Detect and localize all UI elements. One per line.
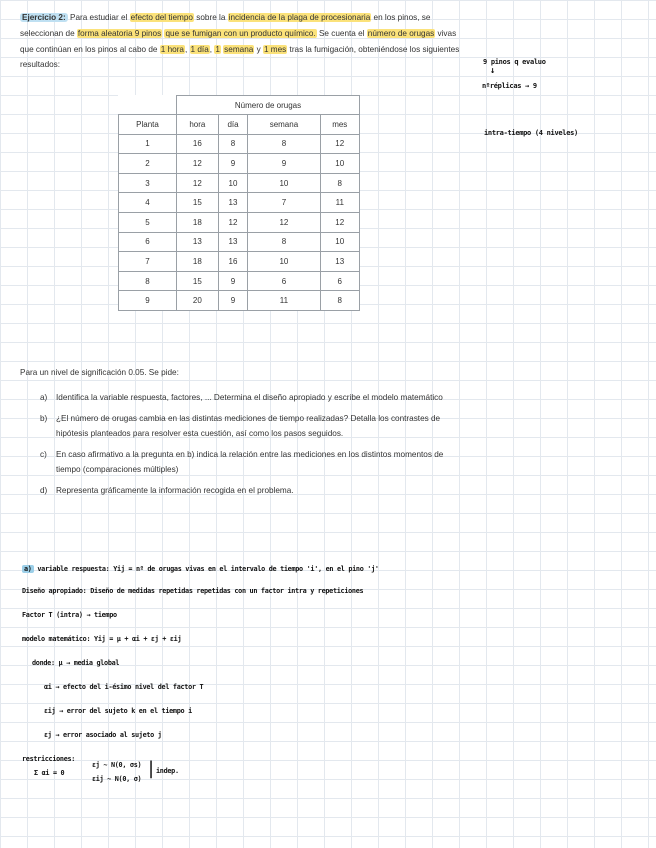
- table-cell: 12: [320, 134, 360, 154]
- answer-line: εij ~ N(0, σ): [92, 775, 142, 783]
- table-row: [119, 173, 360, 193]
- answer-line: Diseño apropiado: Diseño de medidas repetidas repetidas con un factor intra y repeticiones: [22, 587, 364, 595]
- exercise-statement: Ejercicio 2: Para estudiar el efecto del tiempo sobre la incidencia de la plaga de procesionaria en los pinos, se seleccionan de forma aleatoria 9 pinos que se fumigan con un producto químico. Se cuenta el número de orugas vivas que continúan en los pinos al cabo de 1 hora, 1 día, 1 semana y 1 mes tras la fumigación, obteniéndose los siguientes resultados:: [20, 13, 460, 70]
- side-note-intra: intra-tiempo (4 niveles): [484, 129, 578, 137]
- table-cell: 10: [320, 154, 360, 174]
- table-cell: 13: [320, 252, 360, 272]
- question-text: Identifica la variable respuesta, factores, ... Determina el diseño apropiado y escribe el modelo matemático: [56, 393, 443, 402]
- table-cell: 13: [177, 232, 219, 252]
- col-header: mes: [320, 115, 360, 135]
- answer-line: εj ~ N(0, σs): [92, 761, 142, 769]
- statement-text: sobre la: [196, 13, 226, 22]
- table-row: [119, 193, 360, 213]
- statement-text: vivas que continúan en los pinos al cabo de: [20, 28, 457, 54]
- table-cell: 9: [218, 291, 248, 311]
- table-cell: 12: [177, 154, 219, 174]
- highlight: forma aleatoria 9 pinos: [77, 28, 162, 38]
- table-cell: 16: [177, 134, 219, 154]
- table-group-header: Número de orugas: [177, 96, 360, 115]
- highlight: incidencia de la plaga de procesionaria: [228, 13, 371, 22]
- table-cell: 1: [119, 134, 177, 154]
- highlight: 1: [215, 44, 220, 54]
- table-cell: 12: [177, 173, 219, 193]
- table-cell: 6: [320, 271, 360, 291]
- question-text: Representa gráficamente la información recogida en el problema.: [56, 486, 294, 495]
- table-cell: 7: [119, 252, 177, 272]
- statement-text: Para estudiar el: [69, 13, 128, 22]
- col-header: hora: [177, 115, 219, 135]
- answer-line: restricciones:: [22, 755, 76, 763]
- table-cell: 8: [218, 134, 248, 154]
- highlight: 1 día: [190, 44, 209, 54]
- statement-text: Se cuenta el: [318, 28, 365, 38]
- statement-text: en los pinos, se seleccionan de: [20, 13, 431, 38]
- table-cell: 3: [119, 173, 177, 193]
- col-header: semana: [248, 115, 320, 135]
- table-cell: 13: [218, 232, 248, 252]
- table-cell: 12: [248, 213, 320, 233]
- list-item: [40, 390, 460, 405]
- table-corner-cell: [119, 96, 177, 115]
- brace-icon: |: [148, 758, 154, 779]
- table-cell: 7: [248, 193, 320, 213]
- highlight: 1 mes: [263, 44, 287, 54]
- data-table: [118, 95, 360, 311]
- answer-text: variable respuesta: Yij = nº de orugas vivas en el intervalo de tiempo 'i', en el pino 'j': [37, 565, 379, 573]
- table-row: [119, 252, 360, 272]
- table-cell: 8: [248, 232, 320, 252]
- table-row: [119, 213, 360, 233]
- questions-intro: Para un nivel de significación 0.05. Se pide:: [20, 368, 179, 377]
- table-cell: 8: [320, 173, 360, 193]
- highlight: efecto del tiempo: [130, 13, 193, 22]
- table-header-row: [119, 115, 360, 135]
- list-item: [40, 447, 460, 477]
- side-note-pinos: 9 pinos q evaluo: [483, 58, 546, 66]
- answer-line: [22, 565, 379, 573]
- answer-line: Factor T (intra) → tiempo: [22, 611, 117, 619]
- table-row: [119, 232, 360, 252]
- table-cell: 18: [177, 252, 219, 272]
- list-item: [40, 483, 460, 498]
- table-cell: 9: [248, 154, 320, 174]
- table-cell: 9: [119, 291, 177, 311]
- question-label: a): [40, 393, 48, 402]
- table-cell: 9: [218, 154, 248, 174]
- table-row: [119, 271, 360, 291]
- table-cell: 10: [320, 232, 360, 252]
- answer-line: εij → error del sujeto k en el tiempo i: [44, 707, 192, 715]
- table-cell: 4: [119, 193, 177, 213]
- question-label: d): [40, 486, 48, 495]
- answer-line: αi → efecto del i-ésimo nivel del factor T: [44, 683, 204, 691]
- table-cell: 5: [119, 213, 177, 233]
- table-cell: 20: [177, 291, 219, 311]
- table-cell: 10: [218, 173, 248, 193]
- statement-text: y: [256, 44, 261, 54]
- table-cell: 8: [248, 134, 320, 154]
- highlight: que se fumigan con un producto químico.: [165, 28, 316, 38]
- table-cell: 8: [119, 271, 177, 291]
- question-text: En caso afirmativo a la pregunta en b) indica la relación entre las mediciones en los distintos momentos de tiempo (comparaciones múltiples): [56, 450, 444, 474]
- exercise-title: Ejercicio 2:: [22, 13, 66, 22]
- highlight: número de orugas: [367, 28, 435, 38]
- table-cell: 6: [119, 232, 177, 252]
- questions-list: [40, 390, 460, 504]
- table-cell: 8: [320, 291, 360, 311]
- table-row: [119, 134, 360, 154]
- answer-line: modelo matemático: Yij = μ + αi + εj + εij: [22, 635, 182, 643]
- down-arrow-icon: ↓: [490, 66, 496, 76]
- table-cell: 11: [248, 291, 320, 311]
- table-cell: 2: [119, 154, 177, 174]
- answer-label: a): [24, 565, 32, 573]
- question-text: ¿El número de orugas cambia en las distintas mediciones de tiempo realizadas? Detalla los contrastes de hipótesis planteados para resolver esta cuestión, así como los pasos seguidos.: [56, 414, 441, 438]
- answer-line: Σ αi = 0: [34, 769, 65, 777]
- table-cell: 10: [248, 173, 320, 193]
- table-cell: 12: [218, 213, 248, 233]
- table-cell: 15: [177, 271, 219, 291]
- table-cell: 18: [177, 213, 219, 233]
- answer-line: εj → error asociado al sujeto j: [44, 731, 162, 739]
- table-cell: 11: [320, 193, 360, 213]
- col-header: día: [218, 115, 248, 135]
- table-cell: 10: [248, 252, 320, 272]
- table-cell: 16: [218, 252, 248, 272]
- answer-line: indep.: [156, 767, 179, 775]
- col-header: Planta: [119, 115, 177, 135]
- highlight: semana: [224, 44, 254, 54]
- answer-line: donde: μ → media global: [32, 659, 120, 667]
- table-cell: 9: [218, 271, 248, 291]
- question-label: b): [40, 414, 48, 423]
- list-item: [40, 411, 460, 441]
- side-note-replicas: nºréplicas → 9: [482, 82, 537, 90]
- highlight: 1 hora: [160, 44, 184, 54]
- table-cell: 6: [248, 271, 320, 291]
- statement-text: tras la fumigación, obteniéndose los siguientes resultados:: [20, 44, 460, 70]
- table-cell: 12: [320, 213, 360, 233]
- question-label: c): [40, 450, 47, 459]
- table-cell: 13: [218, 193, 248, 213]
- table-row: [119, 291, 360, 311]
- table-row: [119, 154, 360, 174]
- table-cell: 15: [177, 193, 219, 213]
